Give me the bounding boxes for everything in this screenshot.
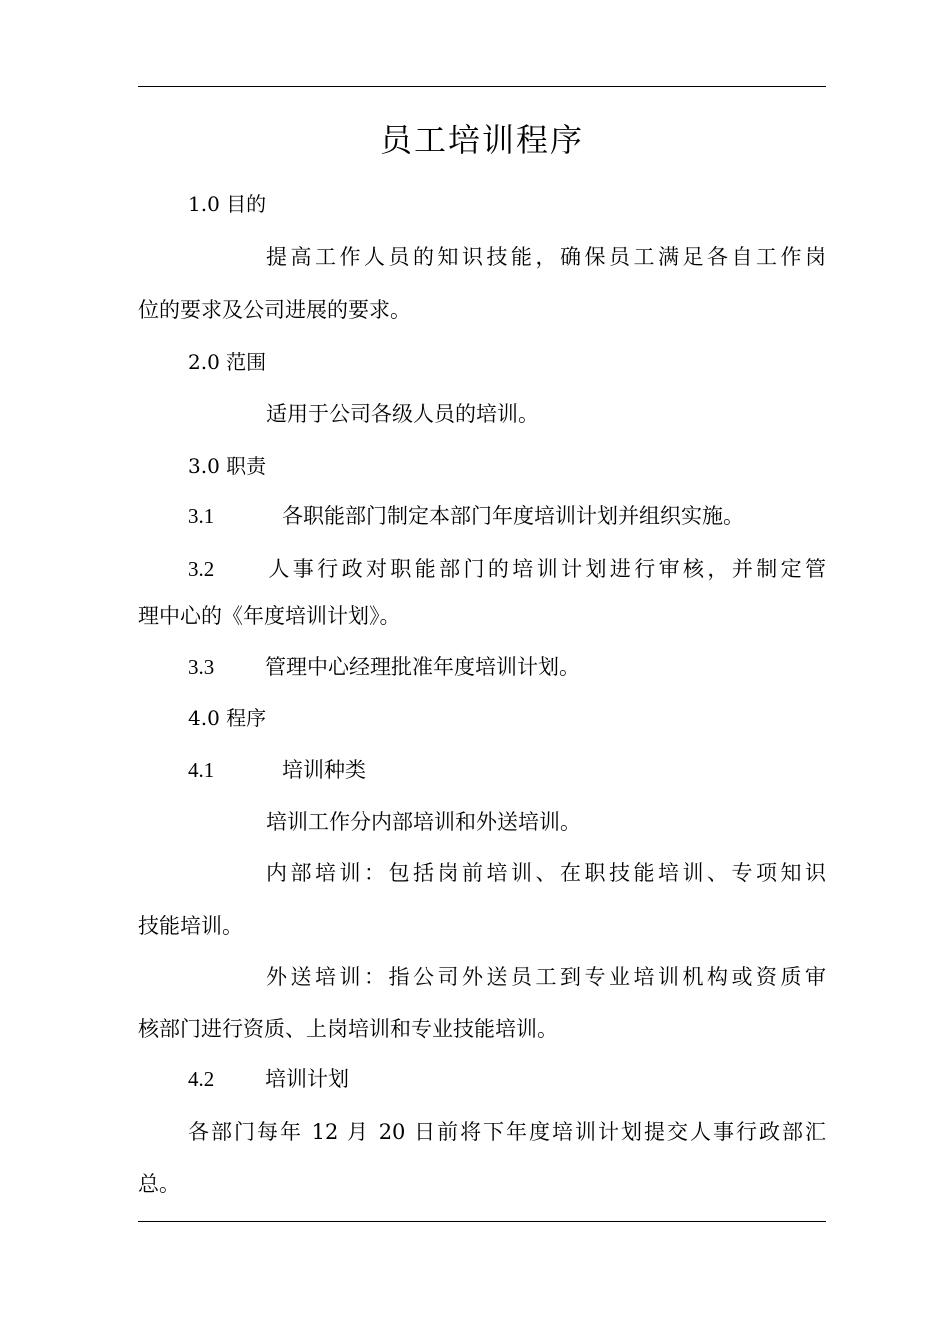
paragraph-training-plan-line2: 总。	[138, 1172, 180, 1196]
paragraph-training-types: 培训工作分内部培训和外送培训。	[266, 810, 581, 834]
paragraph-purpose-line2: 位的要求及公司进展的要求。	[138, 298, 411, 322]
item-3-2-line2: 理中心的《年度培训计划》。	[138, 604, 401, 628]
item-4-2	[188, 1064, 349, 1094]
item-number: 3.1	[188, 504, 215, 528]
paragraph-purpose-line1: 提高工作人员的知识技能，确保员工满足各自工作岗	[266, 245, 826, 269]
paragraph-training-plan-line1: 各部门每年 12 月 20 日前将下年度培训计划提交人事行政部汇	[188, 1120, 826, 1144]
item-3-2	[188, 554, 826, 584]
paragraph-internal-training-line1: 内部培训：包括岗前培训、在职技能培训、专项知识	[266, 861, 826, 885]
document-title: 员工培训程序	[379, 121, 584, 159]
item-number: 3.2	[188, 557, 215, 581]
item-text: 人事行政对职能部门的培训计划进行审核，并制定管	[265, 557, 826, 581]
footer-rule	[138, 1221, 826, 1222]
section-heading-procedure: 4.0 程序	[188, 706, 267, 730]
section-heading-responsibilities: 3.0 职责	[188, 454, 267, 478]
paragraph-internal-training-line2: 技能培训。	[138, 914, 243, 938]
item-4-1	[188, 755, 366, 785]
section-heading-scope: 2.0 范围	[188, 350, 267, 374]
item-text: 各职能部门制定本部门年度培训计划并组织实施。	[282, 504, 744, 528]
item-3-1	[188, 501, 744, 531]
item-number: 4.1	[188, 758, 215, 782]
paragraph-external-training-line1: 外送培训：指公司外送员工到专业培训机构或资质审	[266, 965, 826, 989]
item-text: 培训计划	[265, 1067, 349, 1091]
item-text: 管理中心经理批准年度培训计划。	[265, 655, 580, 679]
section-heading-purpose: 1.0 目的	[188, 192, 267, 216]
paragraph-external-training-line2: 核部门进行资质、上岗培训和专业技能培训。	[138, 1017, 558, 1041]
header-rule	[138, 86, 826, 87]
item-3-3	[188, 652, 580, 682]
item-number: 4.2	[188, 1067, 215, 1091]
item-text: 培训种类	[282, 758, 366, 782]
item-number: 3.3	[188, 655, 215, 679]
paragraph-scope: 适用于公司各级人员的培训。	[266, 402, 539, 426]
